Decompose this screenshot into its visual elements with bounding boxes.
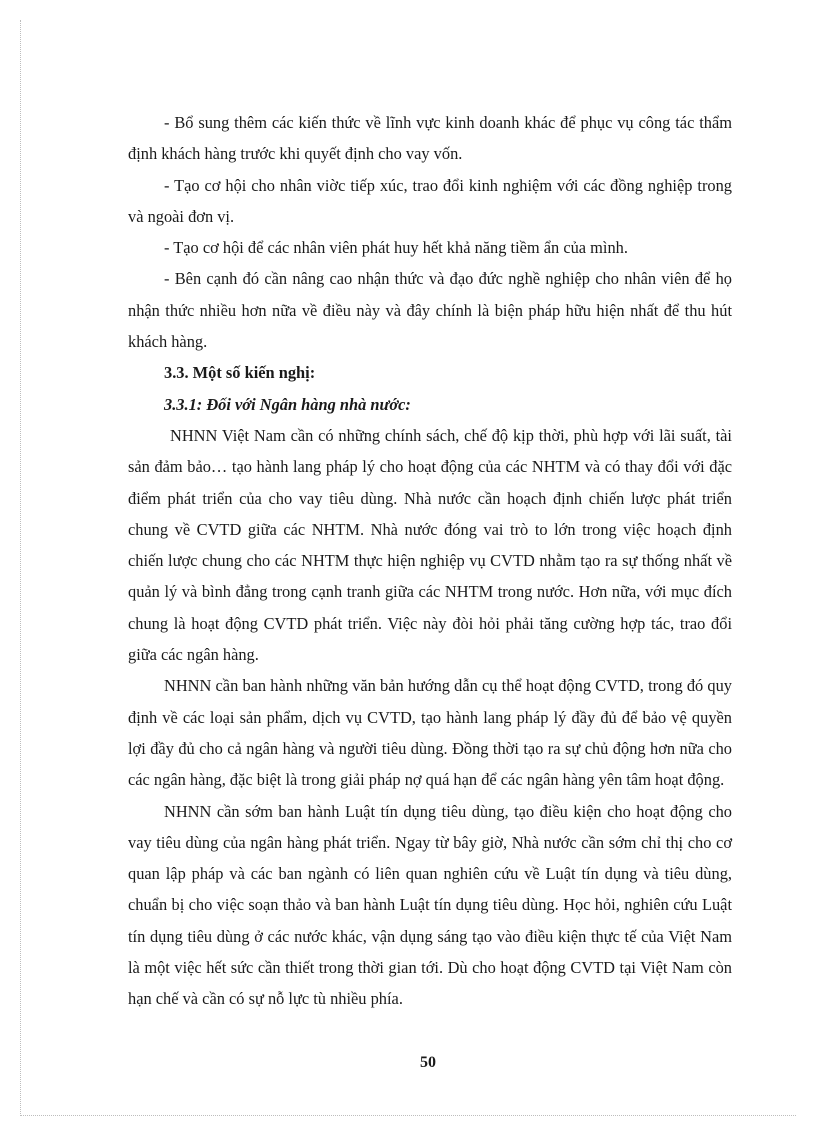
page-number: 50 (420, 1054, 436, 1071)
section-heading: 3.3. Một số kiến nghị: (164, 363, 316, 383)
body-paragraph-2: NHNN cần ban hành những văn bản hướng dẫn cụ thể hoạt động CVTD, trong đó quy định về các loại sản phẩm, dịch vụ CVTD, tạo hành lang pháp lý đầy đủ để bảo vệ quyền lợi đầy đủ cho cả ngân hàng và người tiêu dùng. Đồng thời tạo ra sự chủ động hơn nữa cho các ngân hàng, đặc biệt là trong giải pháp nợ quá hạn để các ngân hàng yên tâm hoạt động. (128, 676, 732, 790)
bullet-paragraph-2: - Tạo cơ hội cho nhân viờc tiếp xúc, trao đổi kinh nghiệm với các đồng nghiệp trong và ngoài đơn vị. (128, 175, 732, 226)
bullet-paragraph-1: - Bổ sung thêm các kiến thức về lĩnh vực kinh doanh khác để phục vụ công tác thẩm định khách hàng trước khi quyết định cho vay vốn. (128, 113, 732, 164)
body-paragraph-1: NHNN Việt Nam cần có những chính sách, chế độ kịp thời, phù hợp với lãi suất, tài sản đảm bảo… tạo hành lang pháp lý cho hoạt động của các NHTM và có thay đổi với đặc điểm phát triển của cho vay tiêu dùng. Nhà nước cần hoạch định chiến lược phát triển chung về CVTD giữa các NHTM. Nhà nước đóng vai trò to lớn trong việc hoạch định chiến lược chung cho các NHTM thực hiện nghiệp vụ CVTD nhằm tạo ra sự thống nhất về quản lý và bình đẳng trong cạnh tranh giữa các NHTM trong nước. Hơn nữa, với mục đích chung là hoạt động CVTD phát triển. Việc này đòi hỏi phải tăng cường hợp tác, trao đổi giữa các ngân hàng. (128, 425, 732, 665)
bullet-paragraph-3: - Tạo cơ hội để các nhân viên phát huy hết khả năng tiềm ẩn của mình. (164, 238, 628, 258)
body-paragraph-3: NHNN cần sớm ban hành Luật tín dụng tiêu dùng, tạo điều kiện cho hoạt động cho vay tiêu dùng của ngân hàng phát triển. Ngay từ bây giờ, Nhà nước cần sớm chỉ thị cho cơ quan lập pháp và các ban ngành có liên quan nghiên cứu về Luật tín dụng và tiêu dùng, chuẩn bị cho việc soạn thảo và ban hành Luật tín dụng tiêu dùng. Học hỏi, nghiên cứu Luật tín dụng tiêu dùng ở các nước khác, vận dụng sáng tạo vào điều kiện thực tế của Việt Nam là một việc hết sức cần thiết trong thời gian tới. Dù cho hoạt động CVTD tại Việt Nam còn hạn chế và cần có sự nỗ lực tù nhiều phía. (128, 801, 732, 1009)
document-body (128, 107, 732, 1015)
bullet-paragraph-4: - Bên cạnh đó cần nâng cao nhận thức và đạo đức nghề nghiệp cho nhân viên để họ nhận thức nhiều hơn nữa về điều này và đây chính là biện pháp hữu hiện nhất để thu hút khách hàng. (128, 269, 732, 352)
subsection-heading: 3.3.1: Đối với Ngân hàng nhà nước: (164, 394, 411, 414)
